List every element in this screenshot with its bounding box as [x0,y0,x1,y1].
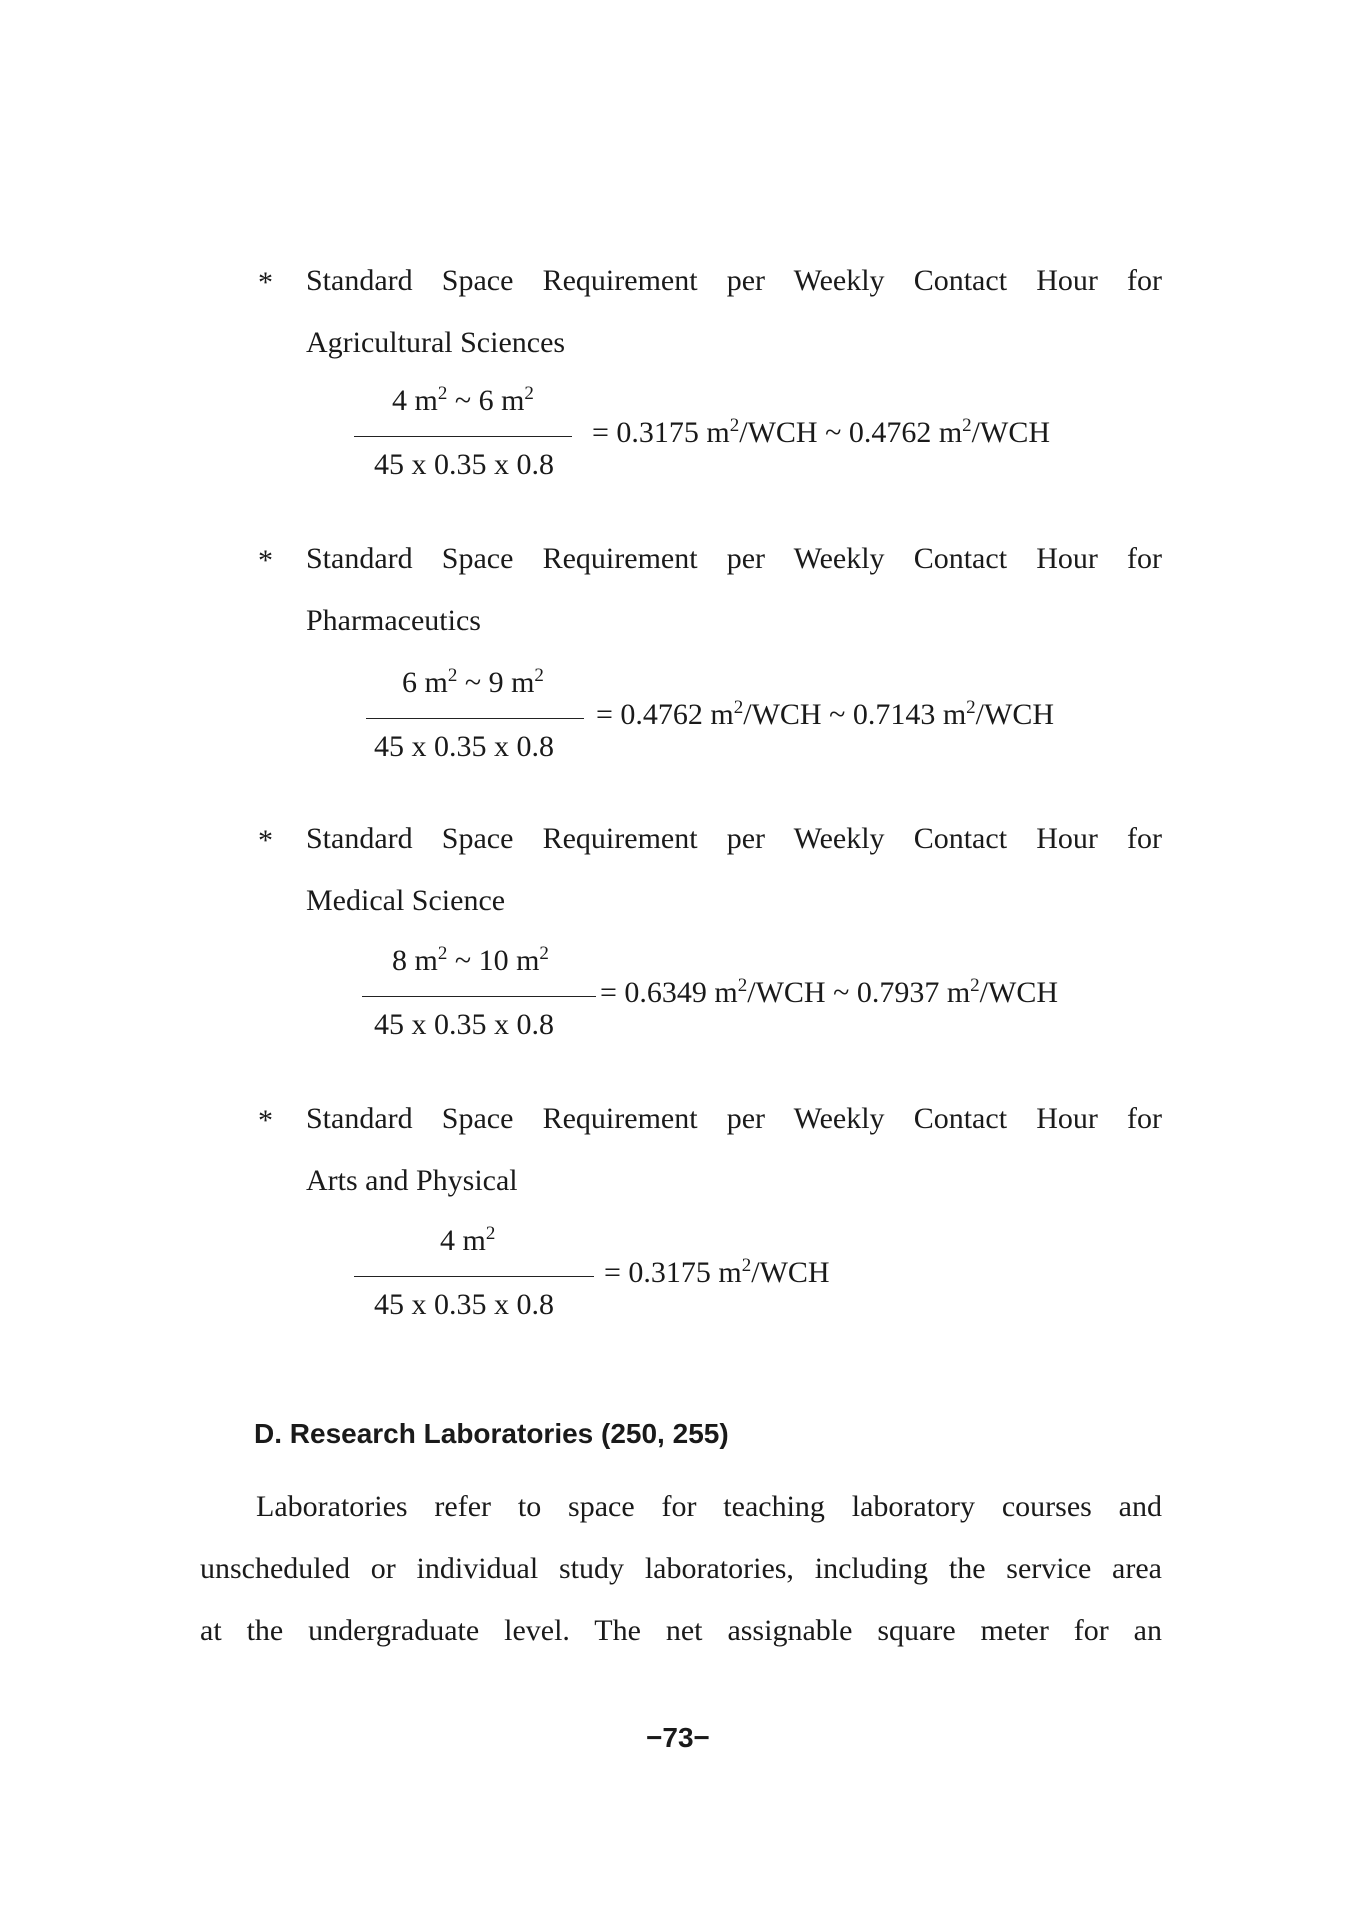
fraction-numerator: 4 $m^2$ ~ 6 $m^2$ [392,383,534,417]
fraction-bar [354,436,572,437]
bullet-star: * [258,266,273,299]
formula-result: = 0.4762 $m^2$/WCH ~ 0.7143 $m^2$/WCH [596,697,1054,731]
block-heading: Standard Space Requirement per Weekly Contact Hour for [306,822,1162,855]
fraction-bar [366,718,584,719]
fraction-denominator: 45 x 0.35 x 0.8 [374,1008,554,1041]
formula-result: = 0.3175 $m^2$/WCH [604,1255,830,1289]
block-heading: Standard Space Requirement per Weekly Contact Hour for [306,542,1162,575]
bullet-star: * [258,824,273,857]
formula-result: = 0.3175 $m^2$/WCH ~ 0.4762 $m^2$/WCH [592,415,1050,449]
block-subject: Medical Science [306,884,506,917]
formula-result: = 0.6349 $m^2$/WCH ~ 0.7937 $m^2$/WCH [600,975,1058,1009]
block-subject: Agricultural Sciences [306,326,566,359]
block-subject: Pharmaceutics [306,604,481,637]
fraction-numerator: 6 $m^2$ ~ 9 $m^2$ [402,665,544,699]
bullet-star: * [258,544,273,577]
fraction-denominator: 45 x 0.35 x 0.8 [374,448,554,481]
bullet-star: * [258,1104,273,1137]
section-title: D. Research Laboratories (250, 255) [254,1418,729,1449]
block-heading: Standard Space Requirement per Weekly Contact Hour for [306,1102,1162,1135]
paragraph-line: Laboratories refer to space for teaching laboratory courses and [256,1490,1162,1523]
fraction-bar [362,996,596,997]
page-number: −73− [646,1722,710,1753]
fraction-numerator: 4 $m^2$ [440,1223,496,1257]
paragraph-line: unscheduled or individual study laboratories, including the service area [200,1552,1162,1585]
fraction-denominator: 45 x 0.35 x 0.8 [374,730,554,763]
fraction-bar [354,1276,594,1277]
block-subject: Arts and Physical [306,1164,518,1197]
fraction-numerator: 8 $m^2$ ~ 10 $m^2$ [392,943,549,977]
block-heading: Standard Space Requirement per Weekly Contact Hour for [306,264,1162,297]
paragraph-line: at the undergraduate level. The net assignable square meter for an [200,1614,1162,1647]
fraction-denominator: 45 x 0.35 x 0.8 [374,1288,554,1321]
